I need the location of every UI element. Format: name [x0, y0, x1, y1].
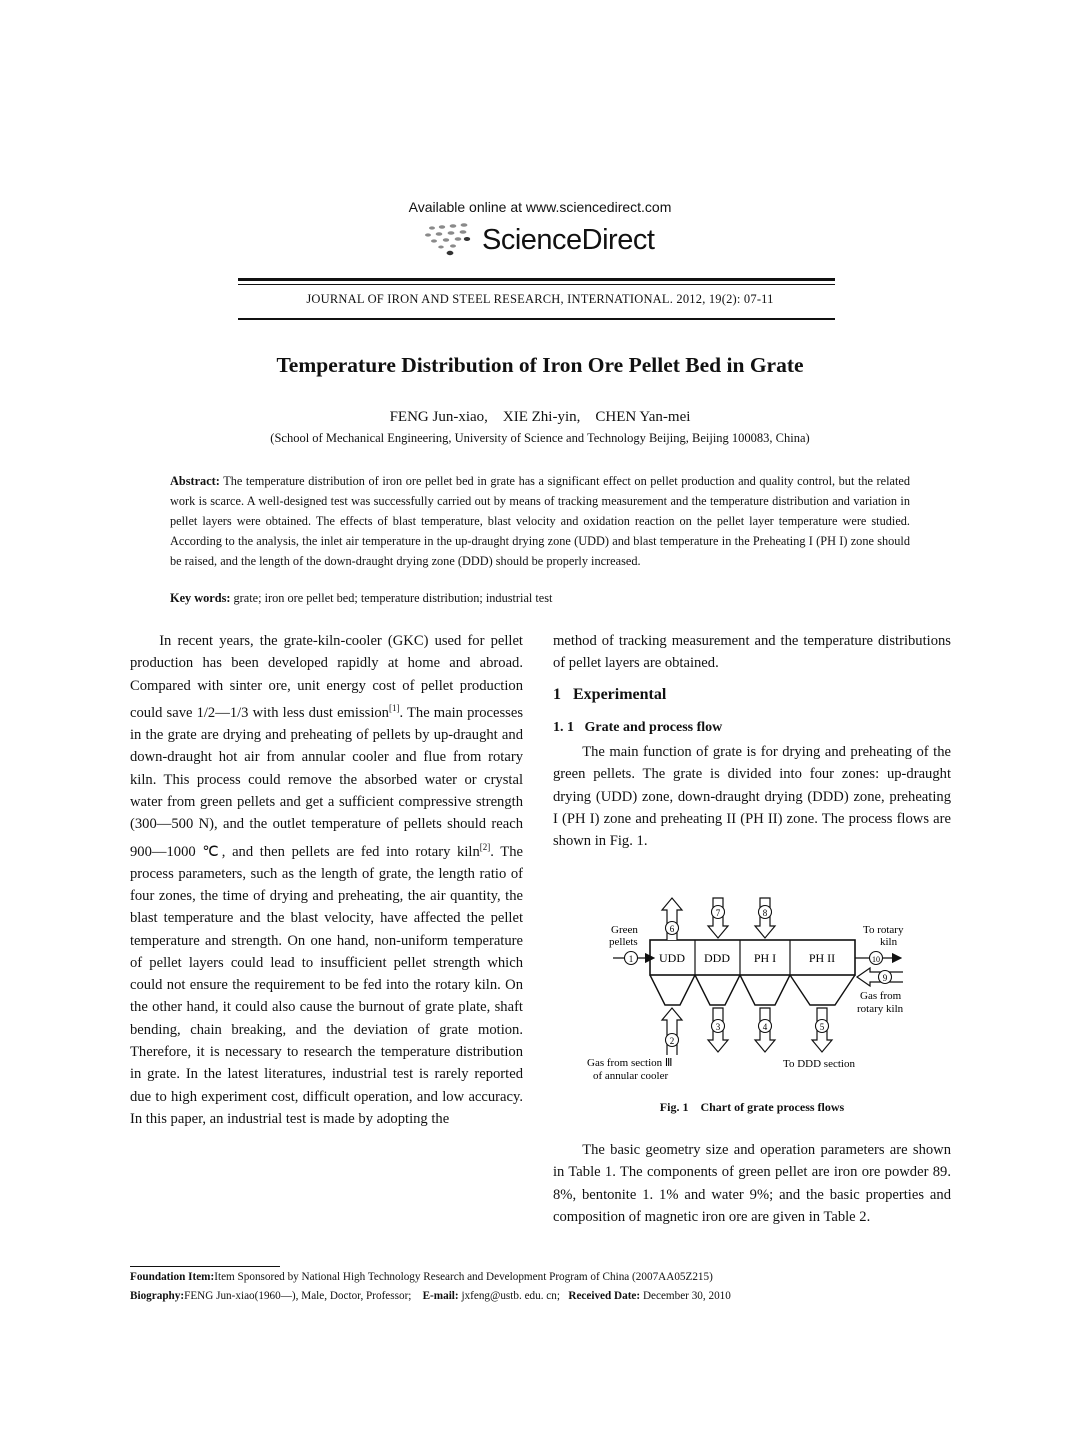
available-online-line: Available online at www.sciencedirect.com	[408, 199, 672, 215]
hoppers	[650, 975, 855, 1005]
flow-number-7: 7	[715, 908, 721, 918]
section-heading-experimental: 1 Experimental	[553, 686, 667, 703]
header-rule-top	[238, 278, 835, 281]
label-gas-from: Gas from	[860, 990, 902, 1002]
zone-ddd: DDD	[704, 951, 730, 965]
body-left-column	[130, 630, 523, 1130]
header-rule-top-thin	[238, 284, 835, 285]
email-label: E-mail:	[422, 1290, 459, 1302]
flow-number-1: 1	[628, 954, 634, 964]
zone-ph2: PH II	[808, 951, 836, 965]
sciencedirect-logo	[420, 222, 680, 262]
abstract	[170, 471, 910, 571]
sciencedirect-wordmark: ScienceDirect	[482, 224, 655, 256]
email-link[interactable]: jxfeng@ustb. edu. cn;	[458, 1290, 560, 1302]
keywords	[170, 591, 910, 606]
geometry-paragraph: The basic geometry size and operation parameters are shown in Table 1. The components of green pellet are iron ore powder 89. 8%, bentonite 1. 1% and water 9%; and the basic properties and composition of magnetic iron ore are given in Table 2.	[553, 1142, 951, 1225]
zone-udd: UDD	[659, 951, 685, 965]
sciencedirect-dots-icon	[420, 222, 480, 262]
keywords-text: grate; iron ore pellet bed; temperature distribution; industrial test	[230, 591, 553, 605]
received-date: December 30, 2010	[640, 1290, 731, 1302]
label-annular-cooler: of annular cooler	[593, 1070, 669, 1082]
flow-number-4: 4	[762, 1022, 768, 1032]
intro-continuation: method of tracking measurement and the temperature distributions of pellet layers are obtained.	[553, 633, 951, 672]
flow-number-9: 9	[882, 973, 888, 983]
label-gas-from-section: Gas from section Ⅲ	[587, 1057, 673, 1069]
intro-text-2: . The main processes in the grate are drying and preheating of pellets by up-draught and down-draught hot air from annular cooler and flue from rotary kiln. This process could remove the absorbed water or crystal water from green pellets and get a sufficient compressive strength (300—500 N), and the outlet temperature of pellets should reach 900—1000 ℃, and then pellets are fed into rotary kiln	[130, 704, 523, 860]
flow-number-10: 10	[872, 955, 880, 964]
intro-text-3: . The process parameters, such as the length of grate, the length ratio of four zones, the time of drying and preheating, the air quantity, the blast temperature and the blast velocity, have affected the pellet temperature and strength. On one hand, non-uniform temperature of pellet layers could lead to insufficient pellet strength which could not ensure the requirement to be fed into the rotary kiln. On the other hand, it could also cause the burnout of grate plate, shaft bending, chain breaking, and the deviation of grate motion. Therefore, it is necessary to research the temperature distribution in grate. In the latest literatures, industrial test is rarely reported due to high experiment cost, difficult operation, and low accuracy. In this paper, an industrial test is made by adopting the	[130, 843, 523, 1127]
flow-number-3: 3	[715, 1022, 721, 1032]
header-rule-bottom	[238, 318, 835, 320]
flow-number-8: 8	[762, 908, 768, 918]
footnote-foundation	[130, 1271, 930, 1283]
journal-citation-line: JOURNAL OF IRON AND STEEL RESEARCH, INTERNATIONAL. 2012, 19(2): 07-11	[306, 292, 774, 306]
label-to-ddd: To DDD section	[783, 1058, 855, 1070]
intro-text-1: In recent years, the grate-kiln-cooler (GKC) used for pellet production has been developed rapidly at home and abroad. Compared with sinter ore, unit energy cost of pellet production could save 1/2—1/3 with less dust emission	[130, 633, 523, 721]
geometry-paragraph-block	[553, 1139, 951, 1228]
grate-process-flow-diagram	[585, 890, 930, 1090]
grate-paragraph-block	[553, 741, 951, 852]
paper-title: Temperature Distribution of Iron Ore Pellet Bed in Grate	[276, 353, 804, 377]
footnote-rule	[130, 1266, 280, 1267]
citation-ref-2: [2]	[479, 841, 491, 852]
subsection-heading-grate: 1. 1 Grate and process flow	[553, 720, 723, 735]
biography-text: FENG Jun-xiao(1960—), Male, Doctor, Professor;	[184, 1290, 412, 1302]
footnote-biography	[130, 1290, 930, 1302]
citation-ref-1: [1]	[388, 702, 400, 713]
abstract-text: The temperature distribution of iron ore pellet bed in grate has a significant effect on pellet production and quality control, but the related work is scarce. A well-designed test was successfully carried out by means of tracking measurement and the temperature distribution and variation in pellet layers were obtained. The effects of blast temperature, blast velocity and oxidation reaction on the pellet layer temperature were studied. According to the analysis, the inlet air temperature in the up-draught drying zone (UDD) and blast temperature in the Preheating I (PH I) zone should be raised, and the length of the down-draught drying zone (DDD) should be properly increased.	[170, 474, 910, 568]
zone-ph1: PH I	[753, 951, 777, 965]
author-affiliation: (School of Mechanical Engineering, University of Science and Technology Beijing, Beijing 100083, China)	[270, 431, 810, 445]
flow-number-2: 2	[669, 1036, 675, 1046]
received-date-label: Received Date:	[568, 1290, 641, 1302]
foundation-text: Item Sponsored by National High Technology Research and Development Program of China (2007AA05Z215)	[214, 1271, 713, 1283]
author-list: FENG Jun-xiao, XIE Zhi-yin, CHEN Yan-mei	[389, 409, 691, 425]
foundation-label: Foundation Item:	[130, 1271, 215, 1283]
body-right-continuation	[553, 630, 951, 675]
flow-number-6: 6	[669, 924, 675, 934]
abstract-label: Abstract:	[170, 474, 220, 488]
flow-number-5: 5	[819, 1022, 825, 1032]
label-pellets: pellets	[609, 936, 638, 948]
label-to-rotary: To rotary	[863, 924, 904, 936]
figure-caption: Fig. 1 Chart of grate process flows	[659, 1100, 845, 1114]
label-rotary-kiln: rotary kiln	[857, 1003, 904, 1015]
intro-paragraph	[130, 630, 523, 1130]
biography-label: Biography:	[130, 1290, 185, 1302]
label-green: Green	[611, 924, 638, 936]
keywords-label: Key words:	[170, 591, 231, 605]
label-kiln: kiln	[880, 936, 898, 948]
grate-paragraph: The main function of grate is for drying and preheating of the green pellets. The grate is divided into four zones: up-draught drying (UDD) zone, down-draught drying (DDD) zone, preheating I (PH I) zone and preheating II (PH II) zone. The process flows are shown in Fig. 1.	[553, 744, 951, 850]
